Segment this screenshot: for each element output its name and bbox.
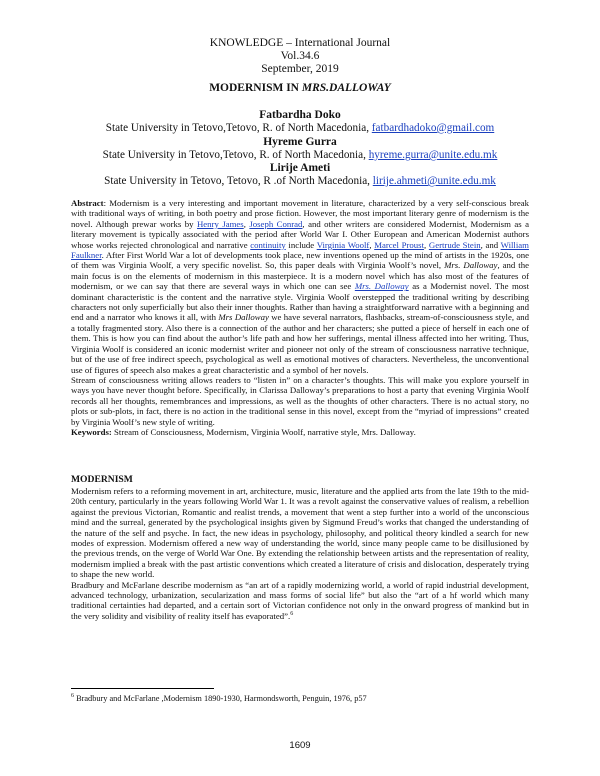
abstract-text: , [424, 239, 429, 250]
journal-name: KNOWLEDGE – International Journal [209, 37, 391, 49]
link-joseph-conrad[interactable]: Joseph Conrad [249, 218, 303, 229]
author-affiliation [0, 175, 600, 187]
journal-date: September, 2019 [261, 63, 339, 75]
page-number: 1609 [289, 740, 311, 751]
abstract-text: , and [480, 239, 501, 250]
author-email-link[interactable]: fatbardhadoko@gmail.com [371, 122, 495, 134]
abstract-text: . After First World War a lot of developments took place, new inventions opened up the mind of artists in the 1920s, one of them was Virginia Woolf, a very specific novelist. So, this paper deals with Virginia Woolf’s novel, [71, 250, 529, 271]
abstract-paragraph-2: Stream of consciousness writing allows readers to “listen in” on a character’s thoughts. This will make you explore yourself in ways you have never thought before. Specifically, in Clarissa Dalloway’s preparations to host a party that evening Virginia Woolf records all her thoughts, remembrances and impressions, as well as the thoughts of other characters. There is no actual story, no plots or sub-plots, in fact, there is no action in the traditional sense in this novel, except from the “myriad of impressions” created by Virginia Woolf’s new style of writing. [71, 374, 529, 427]
abstract-text: include [285, 239, 317, 250]
footnote-ref[interactable]: 6 [290, 610, 294, 617]
link-henry-james[interactable]: Henry James [196, 218, 244, 229]
footnote [71, 694, 367, 703]
link-continuity[interactable]: continuity [250, 239, 286, 250]
section-paragraph-1: Modernism refers to a reforming movement in art, architecture, music, literature and the applied arts from the late 19th to the mid-20th century, particularly in the years following World War 1. It was a revolt against the conservative values of realism, a rebellion against the previous Victorian, Romantic and realist trends, a movement that went a step further into a world of the unconscious mind and the surreal, generated by the psychological insights given by Sigmund Freud’s works that changed the understanding of the nature of the self and psyche. In fact, the new ideas in psychology, philosophy, and political theory kindled a search for new modes of expression. Modernism offered a new way of understanding the world, since many people came to be disillusioned by the previous trends, on the verge of World War One. By extending the relationship between artists and the representation of reality, modernism implied a break with the past artistic conventions which created a literature of crisis and dislocation, desperately trying to shape the new world. [71, 486, 529, 580]
link-gertrude-stein[interactable]: Gertrude Stein [428, 239, 481, 250]
italic-title: Mrs Dalloway [218, 312, 269, 323]
journal-volume: Vol.34.6 [280, 50, 320, 62]
link-william-faulkner[interactable]: William Faulkner [71, 239, 529, 261]
keywords [71, 427, 529, 437]
link-virginia-woolf[interactable]: Virginia Woolf [316, 239, 370, 250]
author-email-link[interactable]: lirije.ahmeti@unite.edu.mk [372, 175, 496, 187]
abstract-block [71, 198, 529, 437]
link-mrs-dalloway-text: Mrs. Dalloway [354, 281, 409, 292]
abstract-text: we have several narrators, flashbacks, stream-of-consciousness style, and a totally fragmented story. Also there is a connection of the author and her characters; she putted a piece of herself in each one of them. This is how you can find about the author’s life path and how her sufferings, mental illness affected into her writing. Thus, Virginia Woolf is considered an iconic modernist writer and pioneer not only of the stream of consciousness narrative technique, but of the use of free indirect speech, psychological as well as emotional motives of characters. Nevertheless, the unconventional use of figures of speech also makes a great characteristic and a symbol of her novels. [71, 312, 530, 375]
section-paragraph-2 [71, 580, 529, 622]
author-email-link[interactable]: hyreme.gurra@unite.edu.mk [368, 149, 498, 161]
author-affiliation [0, 149, 600, 161]
link-mrs-dalloway[interactable] [355, 281, 409, 291]
affiliation-text: State University in Tetovo,Tetovo, R. of North Macedonia, [105, 122, 372, 134]
affiliation-text: State University in Tetovo, Tetovo, R .of North Macedonia, [104, 175, 373, 187]
section-paragraph-2-text: Bradbury and McFarlane describe modernism as “an art of a rapidly modernizing world, a world of rapid industrial development, advanced technology, urbanization, secularization and mass forms of social life” but also the “art of a hf world which many traditional certainties had departed, and a certain sort of Victorian confidence not only in the onward progress of mankind but in the very solidity and visibility of reality itself has evaporated”. [71, 579, 529, 621]
abstract-paragraph [71, 198, 529, 375]
footnote-marker: 6 [71, 693, 74, 700]
abstract-label: Abstract [71, 198, 104, 208]
keywords-label: Keywords: [71, 426, 112, 437]
keywords-text: Stream of Consciousness, Modernism, Virginia Woolf, narrative style, Mrs. Dalloway. [111, 426, 416, 437]
footnote-text: Bradbury and McFarlane ,Modernism 1890-1930, Harmondsworth, Penguin, 1976, p57 [74, 694, 367, 703]
abstract-text: , [369, 239, 375, 250]
abstract-text: as a Modernist novel. The most dominant characteristic is the content and the narrative style. Virginia Woolf overstepped the traditional writing by describing characters not only superficially but also their inner thoughts. Rather than having a straightforward narrative with a beginning and end and a narrator who knows it all, with [71, 281, 530, 323]
abstract-text: : Modernism is a very interesting and important movement in literature, characterized by a very self-conscious break with traditional ways of writing, in both poetry and prose fiction. However, the most important literary genre of modernism is the novel. Although prewar works by [71, 198, 529, 229]
author-name: Lirije Ameti [269, 162, 331, 174]
abstract-text: , [243, 218, 250, 229]
abstract-text: , and the main focus is on the elements of modernism in this masterpiece. It is a modern novel which has also most of the features of modernism, or we can say that there are several ways in which one can see [71, 260, 529, 292]
author-affiliation [0, 122, 600, 134]
link-marcel-proust[interactable]: Marcel Proust [374, 239, 425, 250]
section-heading: MODERNISM [71, 474, 133, 485]
footnote-divider [71, 688, 214, 689]
author-name: Fatbardha Doko [259, 109, 341, 121]
paper-title-italic: MRS.DALLOWAY [301, 82, 391, 94]
paper-title [0, 82, 600, 94]
paper-title-prefix: MODERNISM IN [209, 82, 302, 94]
abstract-text: , and other writers are considered Modernist, Modernism as a literary movement is typically associated with the period after World War I. Other European and American Modernist authors whose works rejected chronological and narrative [71, 218, 529, 250]
affiliation-text: State University in Tetovo,Tetovo, R. of North Macedonia, [102, 149, 369, 161]
italic-title: Mrs. Dalloway [444, 260, 498, 271]
author-name: Hyreme Gurra [263, 136, 337, 148]
section-body [71, 486, 529, 621]
